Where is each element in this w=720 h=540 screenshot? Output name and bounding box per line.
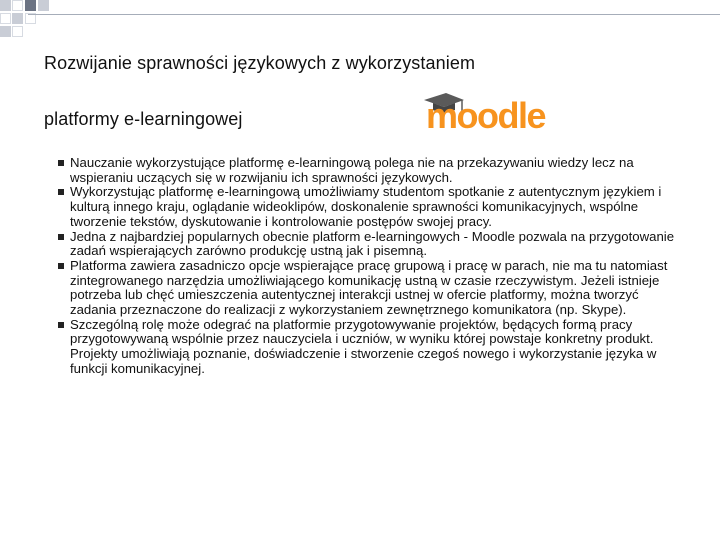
bullet-square-icon [58,160,64,166]
moodle-logo [420,90,572,134]
bullet-text: Wykorzystując platformę e-learningową umożliwiamy studentom spotkanie z autentycznym językiem i kulturą innego kraju, oglądanie wideoklipów, doskonalenie sprawności komunikacyjnych, wspólne tworzenie tekstów, dyskutowanie i kontrolowanie postępów swojej pracy. [70,184,662,229]
slide-title-line-1: Rozwijanie sprawności językowych z wykorzystaniem [44,53,476,73]
bullet-text: Szczególną rolę może odegrać na platformie przygotowywanie projektów, będących formą pracy przygotowywaną wspólnie przez nauczyciela i uczniów, w wyniku której powstaje konkretny produkt. Projekty umożliwiają poznanie, doświadczenie i stworzenie czegoś nowego i wykorzystanie języka w funkcji komunikacyjnej. [70,316,657,376]
bullet-text: Platforma zawiera zasadniczo opcje wspierające pracę grupową i pracę w parach, nie ma tu natomiast zintegrowanego narzędzia umożliwiającego komunikację ustną w czasie rzeczywistym. Jeżeli istnieje potrzeba lub chęć umieszczenia autentycznej interakcji ustnej w ofercie platformy, można tworzyć zadania przeznaczone do realizacji z wykorzystaniem zewnętrznego komunikatora (np. Skype). [70,257,668,318]
bullet-square-icon [58,189,64,195]
list-item [58,259,678,318]
list-item [58,318,678,377]
decor-square [12,0,23,11]
list-item [58,185,678,229]
header-rule [28,14,720,15]
bullet-text: Nauczanie wykorzystujące platformę e-learningową polega nie na przekazywaniu wiedzy lecz na wspieraniu uczących się w rozwijaniu ich sprawności językowych. [70,155,634,185]
decor-square [12,26,23,37]
decor-square [25,0,36,11]
bullet-text: Jedna z najbardziej popularnych obecnie platform e-learningowych - Moodle pozwala na przygotowanie zadań wspierających zarówno produkcję ustną jak i pisemną. [70,228,675,259]
bullet-square-icon [58,234,64,240]
decor-square [0,13,11,24]
decor-square [0,26,11,37]
slide-title-line-2: platformy e-learningowej [44,109,243,129]
list-item [58,230,678,259]
bullet-list [58,156,678,377]
list-item [58,156,678,185]
decor-square [0,0,11,11]
decor-square [12,13,23,24]
bullet-square-icon [58,263,64,269]
logo-wordmark: moodle [426,95,546,134]
bullet-square-icon [58,322,64,328]
decorative-squares [0,0,720,40]
decor-square [38,0,49,11]
